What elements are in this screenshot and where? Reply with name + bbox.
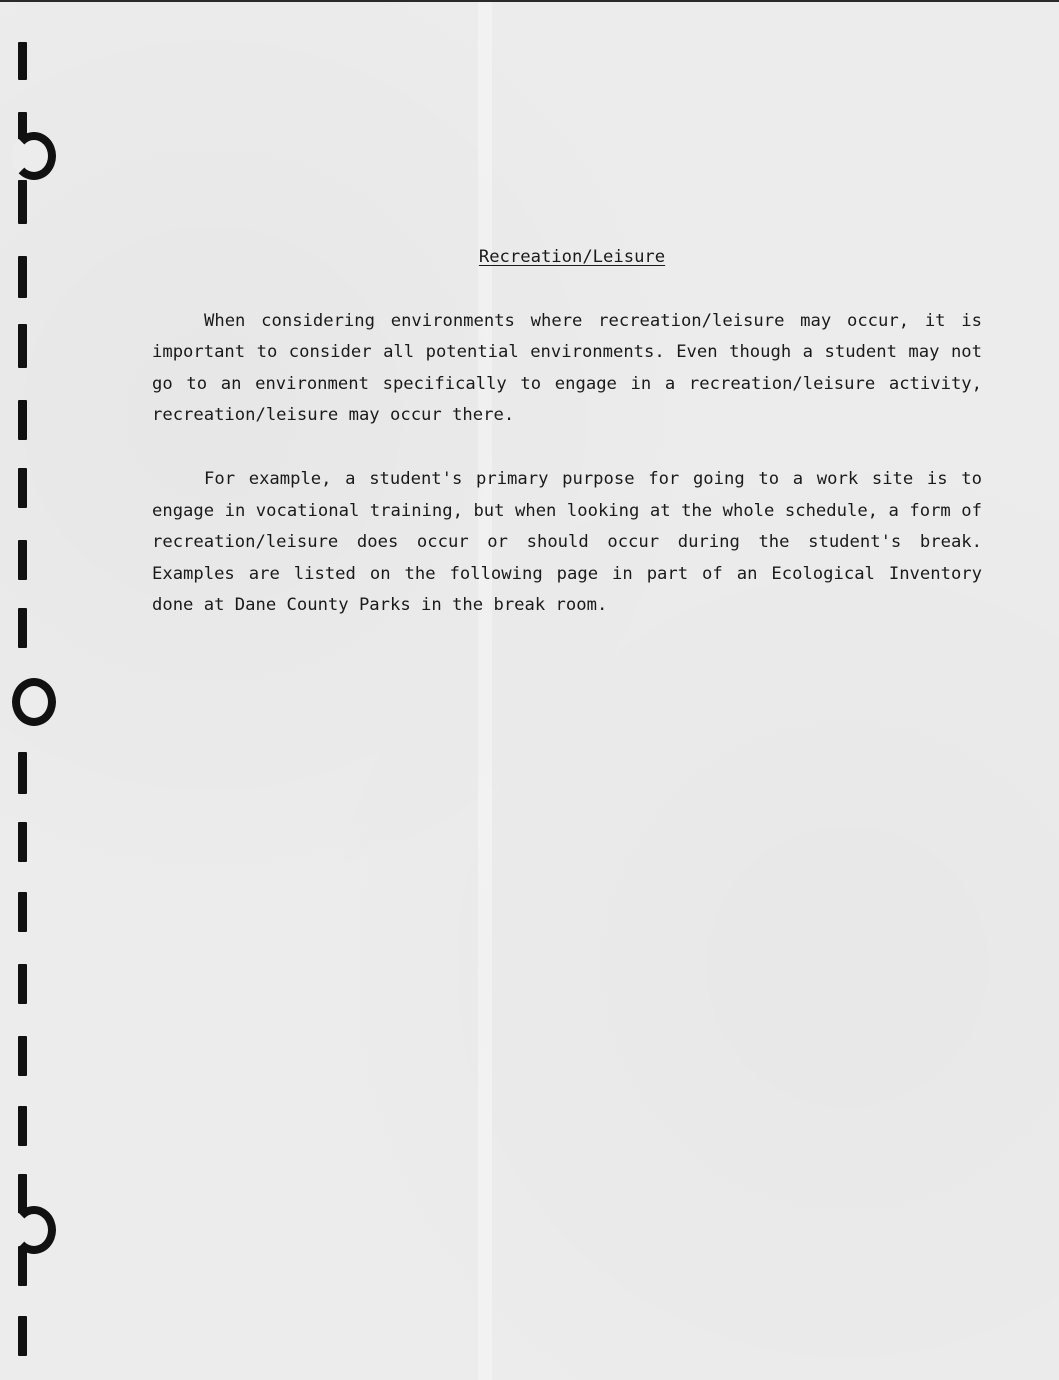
binding-mark <box>18 964 27 1004</box>
paragraph: For example, a student's primary purpose for going to a work site is to engage in vocational training, but when looking at the whole schedule, a form of recreation/leisure does occur or should occur during the student's break. Examples are listed on the following page in part of an Ecological Inventory done at Dane County Parks in the break room. <box>152 468 982 616</box>
binding-mark <box>18 468 27 508</box>
binding-mark <box>18 1316 27 1356</box>
binding-mark <box>18 540 27 580</box>
binding-mark <box>18 324 27 368</box>
paragraph: When considering environments where recreation/leisure may occur, it is important to consider all potential environments. Even though a student may not go to an environment specifically to engage in a recreation/leisure activity, recreation/leisure may occur there. <box>152 310 982 426</box>
binding-mark <box>18 752 27 794</box>
binding-mark <box>18 400 27 440</box>
document-title: Recreation/Leisure <box>478 247 666 267</box>
binding-mark <box>18 256 27 298</box>
scan-seam <box>478 2 492 1380</box>
binding-mark <box>18 822 27 862</box>
binding-mark <box>18 1246 27 1286</box>
binding-mark <box>18 180 27 224</box>
binding-mark <box>18 42 27 80</box>
binder-ring <box>12 132 56 180</box>
binder-holes <box>0 2 70 1380</box>
binding-mark <box>18 1036 27 1076</box>
document-body <box>152 242 982 654</box>
binding-mark <box>18 608 27 648</box>
binder-ring <box>12 678 56 726</box>
binding-mark <box>18 1106 27 1146</box>
binding-mark <box>18 892 27 932</box>
